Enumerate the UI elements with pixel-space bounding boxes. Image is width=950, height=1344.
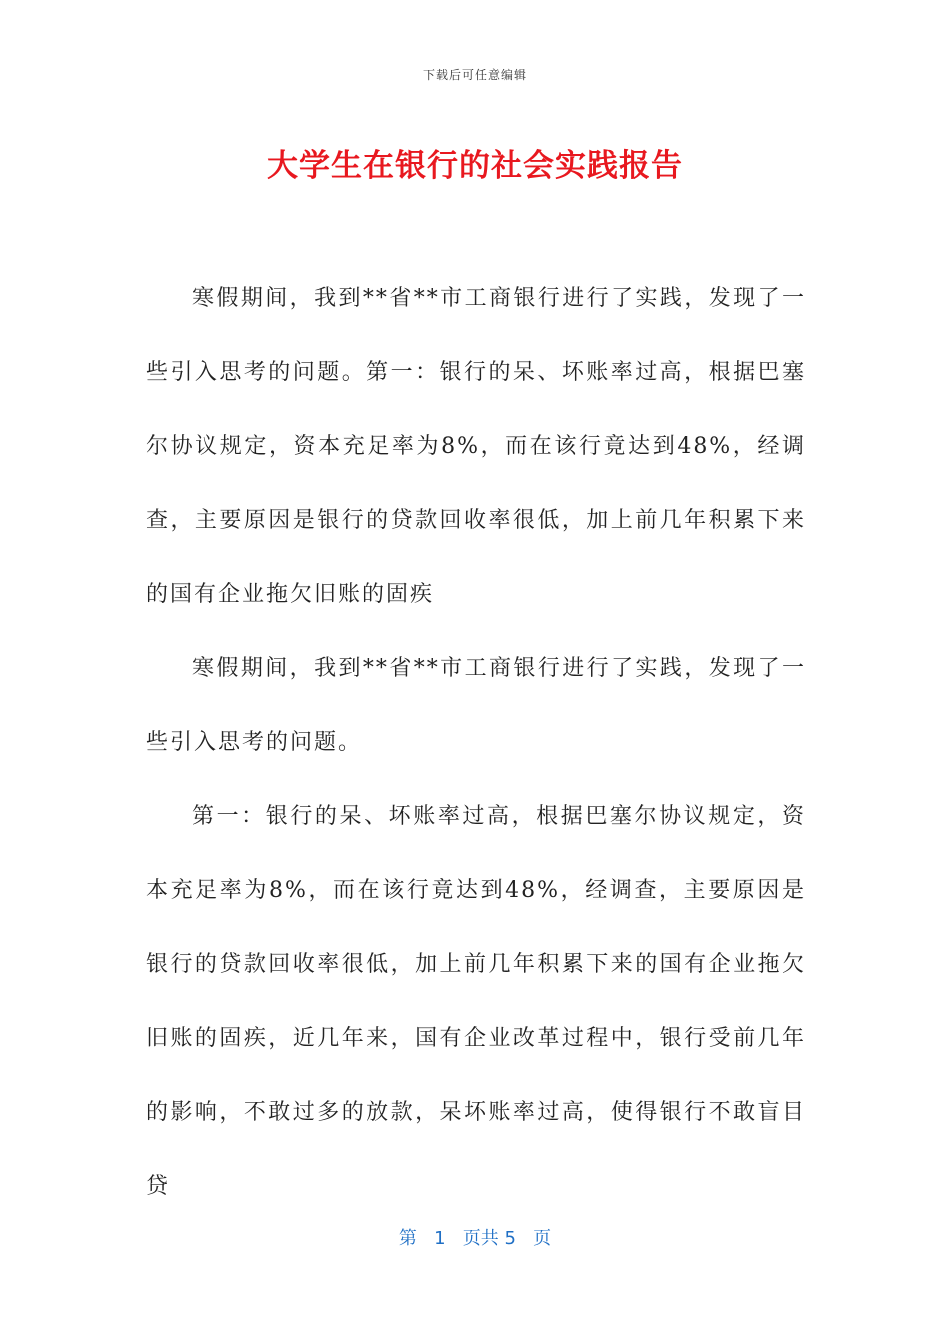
footer-label-page: 第 (398, 1228, 417, 1249)
paragraph-1: 寒假期间，我到**省**市工商银行进行了实践，发现了一些引入思考的问题。第一：银行的呆、坏账率过高，根据巴塞尔协议规定，资本充足率为8%，而在该行竟达到48%，经调查，主要原因是银行的贷款回收率很低，加上前几年积累下来的国有企业拖欠旧账的固疾 (146, 286, 806, 607)
document-title: 大学生在银行的社会实践报告 (267, 148, 683, 184)
page-footer (0, 1224, 950, 1250)
footer-label-total-prefix: 页共 (462, 1228, 499, 1249)
footer-page-current: 1 (434, 1228, 446, 1249)
paragraph-3: 第一：银行的呆、坏账率过高，根据巴塞尔协议规定，资本充足率为8%，而在该行竟达到48%，经调查，主要原因是银行的贷款回收率很低，加上前几年积累下来的国有企业拖欠旧账的固疾，近几年来，国有企业改革过程中，银行受前几年的影响，不敢过多的放款，呆坏账率过高，使得银行不敢盲目贷 (146, 804, 806, 1199)
footer-label-total-suffix: 页 (533, 1228, 552, 1249)
paragraph-2: 寒假期间，我到**省**市工商银行进行了实践，发现了一些引入思考的问题。 (146, 656, 806, 755)
footer-page-total: 5 (504, 1228, 516, 1249)
document-body (146, 262, 806, 1224)
header-note: 下载后可任意编辑 (422, 68, 527, 82)
